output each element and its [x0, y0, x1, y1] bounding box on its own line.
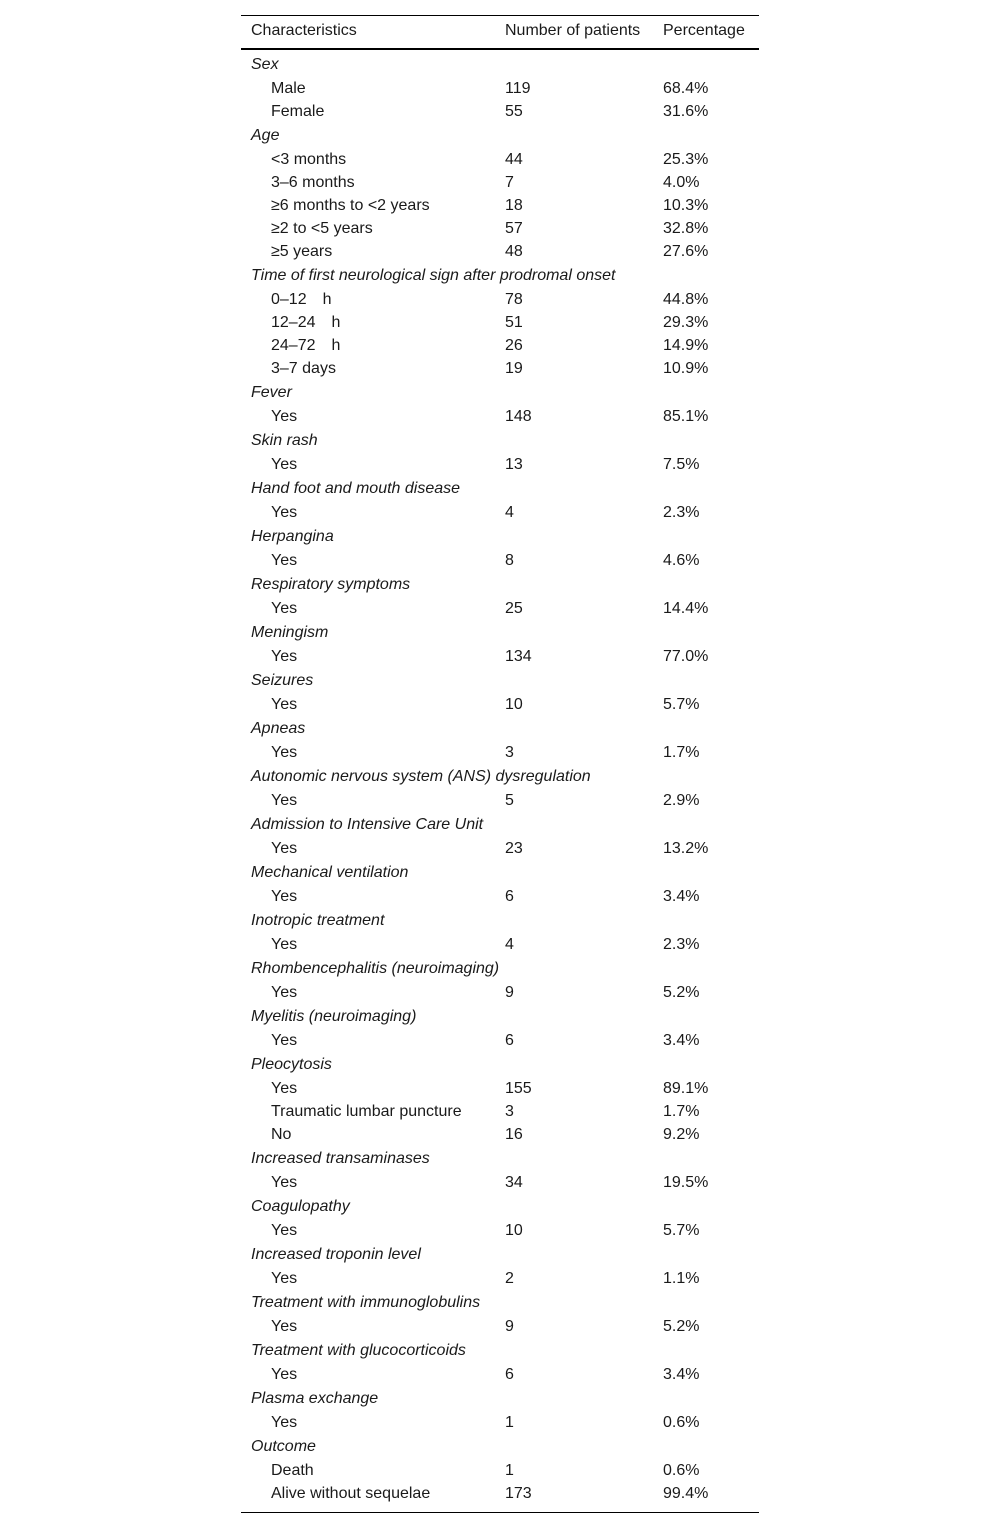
section-row: [241, 381, 759, 406]
section-title: Autonomic nervous system (ANS) dysregulation: [251, 768, 591, 785]
row-percentage: 0.6%: [663, 1462, 700, 1479]
table-row: [241, 358, 759, 381]
row-patient-count: 8: [505, 552, 514, 569]
row-percentage: 4.0%: [663, 174, 700, 191]
row-patient-count: 155: [505, 1080, 532, 1097]
section-row: [241, 957, 759, 982]
section-title: Sex: [251, 56, 279, 73]
row-percentage: 3.4%: [663, 1366, 700, 1383]
row-percentage: 29.3%: [663, 314, 709, 331]
row-label: 0–12 h: [271, 291, 332, 308]
row-percentage: 1.1%: [663, 1270, 700, 1287]
section-row: [241, 429, 759, 454]
header-number-of-patients: Number of patients: [505, 22, 641, 39]
patient-characteristics-table: [241, 15, 759, 1513]
section-row: [241, 621, 759, 646]
row-percentage: 5.2%: [663, 984, 700, 1001]
row-label: <3 months: [271, 151, 347, 168]
table-row: [241, 502, 759, 525]
table-row: [241, 742, 759, 765]
section-title: Skin rash: [251, 432, 318, 449]
table-row: [241, 101, 759, 124]
row-patient-count: 6: [505, 1032, 514, 1049]
table-row: [241, 1078, 759, 1101]
table-bottom-rule: [241, 1512, 759, 1513]
section-title: Coagulopathy: [251, 1198, 350, 1215]
header-percentage: Percentage: [663, 22, 745, 39]
row-label: Yes: [271, 1174, 298, 1191]
row-patient-count: 7: [505, 174, 514, 191]
section-title: Increased troponin level: [251, 1246, 421, 1263]
row-label: No: [271, 1126, 292, 1143]
table-row: [241, 598, 759, 621]
row-percentage: 2.3%: [663, 936, 700, 953]
section-title: Increased transaminases: [251, 1150, 430, 1167]
table-row: [241, 1316, 759, 1339]
row-percentage: 5.2%: [663, 1318, 700, 1335]
section-title: Admission to Intensive Care Unit: [251, 816, 484, 833]
row-percentage: 13.2%: [663, 840, 709, 857]
section-row: [241, 477, 759, 502]
section-row: [241, 1339, 759, 1364]
section-row: [241, 909, 759, 934]
table-row: [241, 1268, 759, 1291]
row-patient-count: 5: [505, 792, 514, 809]
row-label: ≥5 years: [271, 243, 333, 260]
row-percentage: 7.5%: [663, 456, 700, 473]
section-row: [241, 1387, 759, 1412]
row-label: Male: [271, 80, 306, 97]
row-label: Yes: [271, 648, 298, 665]
row-percentage: 1.7%: [663, 1103, 700, 1120]
table-row: [241, 335, 759, 358]
row-patient-count: 34: [505, 1174, 523, 1191]
section-title: Mechanical ventilation: [251, 864, 409, 881]
section-title: Rhombencephalitis (neuroimaging): [251, 960, 500, 977]
table-row: [241, 406, 759, 429]
row-label: 24–72 h: [271, 337, 341, 354]
section-row: [241, 813, 759, 838]
section-row: [241, 124, 759, 149]
row-patient-count: 13: [505, 456, 523, 473]
section-title: Treatment with immunoglobulins: [251, 1294, 481, 1311]
table-row: [241, 982, 759, 1005]
section-title: Time of first neurological sign after prodromal onset: [251, 267, 616, 284]
row-label: Death: [271, 1462, 314, 1479]
row-percentage: 10.3%: [663, 197, 709, 214]
row-label: Yes: [271, 408, 298, 425]
row-percentage: 1.7%: [663, 744, 700, 761]
row-percentage: 5.7%: [663, 696, 700, 713]
row-percentage: 68.4%: [663, 80, 709, 97]
row-patient-count: 55: [505, 103, 523, 120]
section-title: Inotropic treatment: [251, 912, 385, 929]
row-patient-count: 3: [505, 1103, 514, 1120]
row-patient-count: 78: [505, 291, 523, 308]
row-patient-count: 48: [505, 243, 523, 260]
table-row: [241, 1460, 759, 1483]
row-label: Yes: [271, 792, 298, 809]
row-percentage: 44.8%: [663, 291, 709, 308]
row-label: Yes: [271, 936, 298, 953]
row-patient-count: 44: [505, 151, 523, 168]
row-percentage: 4.6%: [663, 552, 700, 569]
section-title: Fever: [251, 384, 292, 401]
table-row: [241, 78, 759, 101]
table-row: [241, 694, 759, 717]
section-row: [241, 1005, 759, 1030]
table-row: [241, 934, 759, 957]
row-label: 3–7 days: [271, 360, 336, 377]
header-characteristics: Characteristics: [251, 22, 357, 39]
table-body: [241, 50, 759, 1512]
section-title: Pleocytosis: [251, 1056, 332, 1073]
row-patient-count: 119: [505, 80, 531, 97]
table-row: [241, 454, 759, 477]
row-patient-count: 16: [505, 1126, 523, 1143]
section-row: [241, 1243, 759, 1268]
row-label: Yes: [271, 456, 298, 473]
table-row: [241, 1124, 759, 1147]
row-percentage: 0.6%: [663, 1414, 700, 1431]
section-title: Seizures: [251, 672, 314, 689]
section-row: [241, 861, 759, 886]
table-row: [241, 550, 759, 573]
section-row: [241, 1195, 759, 1220]
row-patient-count: 9: [505, 1318, 514, 1335]
row-label: Yes: [271, 1032, 298, 1049]
section-row: [241, 717, 759, 742]
row-label: Yes: [271, 744, 298, 761]
row-patient-count: 51: [505, 314, 523, 331]
section-row: [241, 264, 759, 289]
row-patient-count: 10: [505, 1222, 523, 1239]
row-patient-count: 134: [505, 648, 532, 665]
row-label: Alive without sequelae: [271, 1485, 431, 1502]
row-percentage: 10.9%: [663, 360, 709, 377]
row-label: Yes: [271, 1080, 298, 1097]
row-percentage: 14.9%: [663, 337, 709, 354]
table-row: [241, 195, 759, 218]
table-row: [241, 1483, 759, 1506]
row-patient-count: 9: [505, 984, 514, 1001]
row-percentage: 77.0%: [663, 648, 709, 665]
row-patient-count: 1: [505, 1414, 514, 1431]
row-label: Traumatic lumbar puncture: [271, 1103, 462, 1120]
table-row: [241, 1030, 759, 1053]
row-label: Yes: [271, 984, 298, 1001]
row-patient-count: 18: [505, 197, 523, 214]
row-label: Yes: [271, 1414, 298, 1431]
section-row: [241, 669, 759, 694]
row-percentage: 2.9%: [663, 792, 700, 809]
row-patient-count: 1: [505, 1462, 514, 1479]
row-label: Yes: [271, 696, 298, 713]
section-row: [241, 765, 759, 790]
row-patient-count: 26: [505, 337, 523, 354]
row-label: Yes: [271, 504, 298, 521]
section-title: Myelitis (neuroimaging): [251, 1008, 417, 1025]
table-row: [241, 289, 759, 312]
row-label: Yes: [271, 1366, 298, 1383]
table-row: [241, 1172, 759, 1195]
row-percentage: 89.1%: [663, 1080, 709, 1097]
section-title: Apneas: [251, 720, 306, 737]
table-row: [241, 1412, 759, 1435]
row-percentage: 2.3%: [663, 504, 700, 521]
row-patient-count: 23: [505, 840, 523, 857]
table-header: [241, 16, 759, 50]
row-percentage: 99.4%: [663, 1485, 709, 1502]
section-row: [241, 53, 759, 78]
section-row: [241, 525, 759, 550]
row-patient-count: 6: [505, 1366, 514, 1383]
section-title: Meningism: [251, 624, 329, 641]
table-row: [241, 218, 759, 241]
row-patient-count: 2: [505, 1270, 514, 1287]
row-label: Female: [271, 103, 325, 120]
row-label: Yes: [271, 600, 298, 617]
table-row: [241, 646, 759, 669]
row-percentage: 31.6%: [663, 103, 709, 120]
row-label: 12–24 h: [271, 314, 341, 331]
row-percentage: 9.2%: [663, 1126, 700, 1143]
row-percentage: 19.5%: [663, 1174, 709, 1191]
section-title: Treatment with glucocorticoids: [251, 1342, 466, 1359]
row-label: 3–6 months: [271, 174, 355, 191]
row-label: Yes: [271, 888, 298, 905]
row-percentage: 14.4%: [663, 600, 709, 617]
table-row: [241, 1220, 759, 1243]
row-label: Yes: [271, 552, 298, 569]
table-row: [241, 312, 759, 335]
section-row: [241, 1435, 759, 1460]
section-row: [241, 1053, 759, 1078]
row-label: Yes: [271, 1270, 298, 1287]
table-row: [241, 1364, 759, 1387]
section-row: [241, 1291, 759, 1316]
row-percentage: 27.6%: [663, 243, 709, 260]
table-row: [241, 1101, 759, 1124]
section-row: [241, 573, 759, 598]
row-patient-count: 57: [505, 220, 523, 237]
table-row: [241, 149, 759, 172]
section-title: Outcome: [251, 1438, 316, 1455]
row-patient-count: 10: [505, 696, 523, 713]
table-row: [241, 838, 759, 861]
row-patient-count: 4: [505, 504, 514, 521]
row-percentage: 3.4%: [663, 1032, 700, 1049]
section-row: [241, 1147, 759, 1172]
section-title: Hand foot and mouth disease: [251, 480, 461, 497]
section-title: Herpangina: [251, 528, 334, 545]
table-row: [241, 241, 759, 264]
row-patient-count: 148: [505, 408, 532, 425]
table-row: [241, 886, 759, 909]
row-percentage: 5.7%: [663, 1222, 700, 1239]
table-row: [241, 790, 759, 813]
section-title: Respiratory symptoms: [251, 576, 411, 593]
row-patient-count: 173: [505, 1485, 532, 1502]
row-label: Yes: [271, 840, 298, 857]
row-percentage: 85.1%: [663, 408, 709, 425]
section-title: Age: [251, 127, 280, 144]
row-patient-count: 6: [505, 888, 514, 905]
row-label: ≥6 months to <2 years: [271, 197, 430, 214]
row-patient-count: 4: [505, 936, 514, 953]
row-percentage: 3.4%: [663, 888, 700, 905]
row-patient-count: 25: [505, 600, 523, 617]
row-label: ≥2 to <5 years: [271, 220, 373, 237]
row-percentage: 32.8%: [663, 220, 709, 237]
row-patient-count: 19: [505, 360, 523, 377]
row-label: Yes: [271, 1318, 298, 1335]
row-patient-count: 3: [505, 744, 514, 761]
row-label: Yes: [271, 1222, 298, 1239]
section-title: Plasma exchange: [251, 1390, 379, 1407]
table-row: [241, 172, 759, 195]
row-percentage: 25.3%: [663, 151, 709, 168]
